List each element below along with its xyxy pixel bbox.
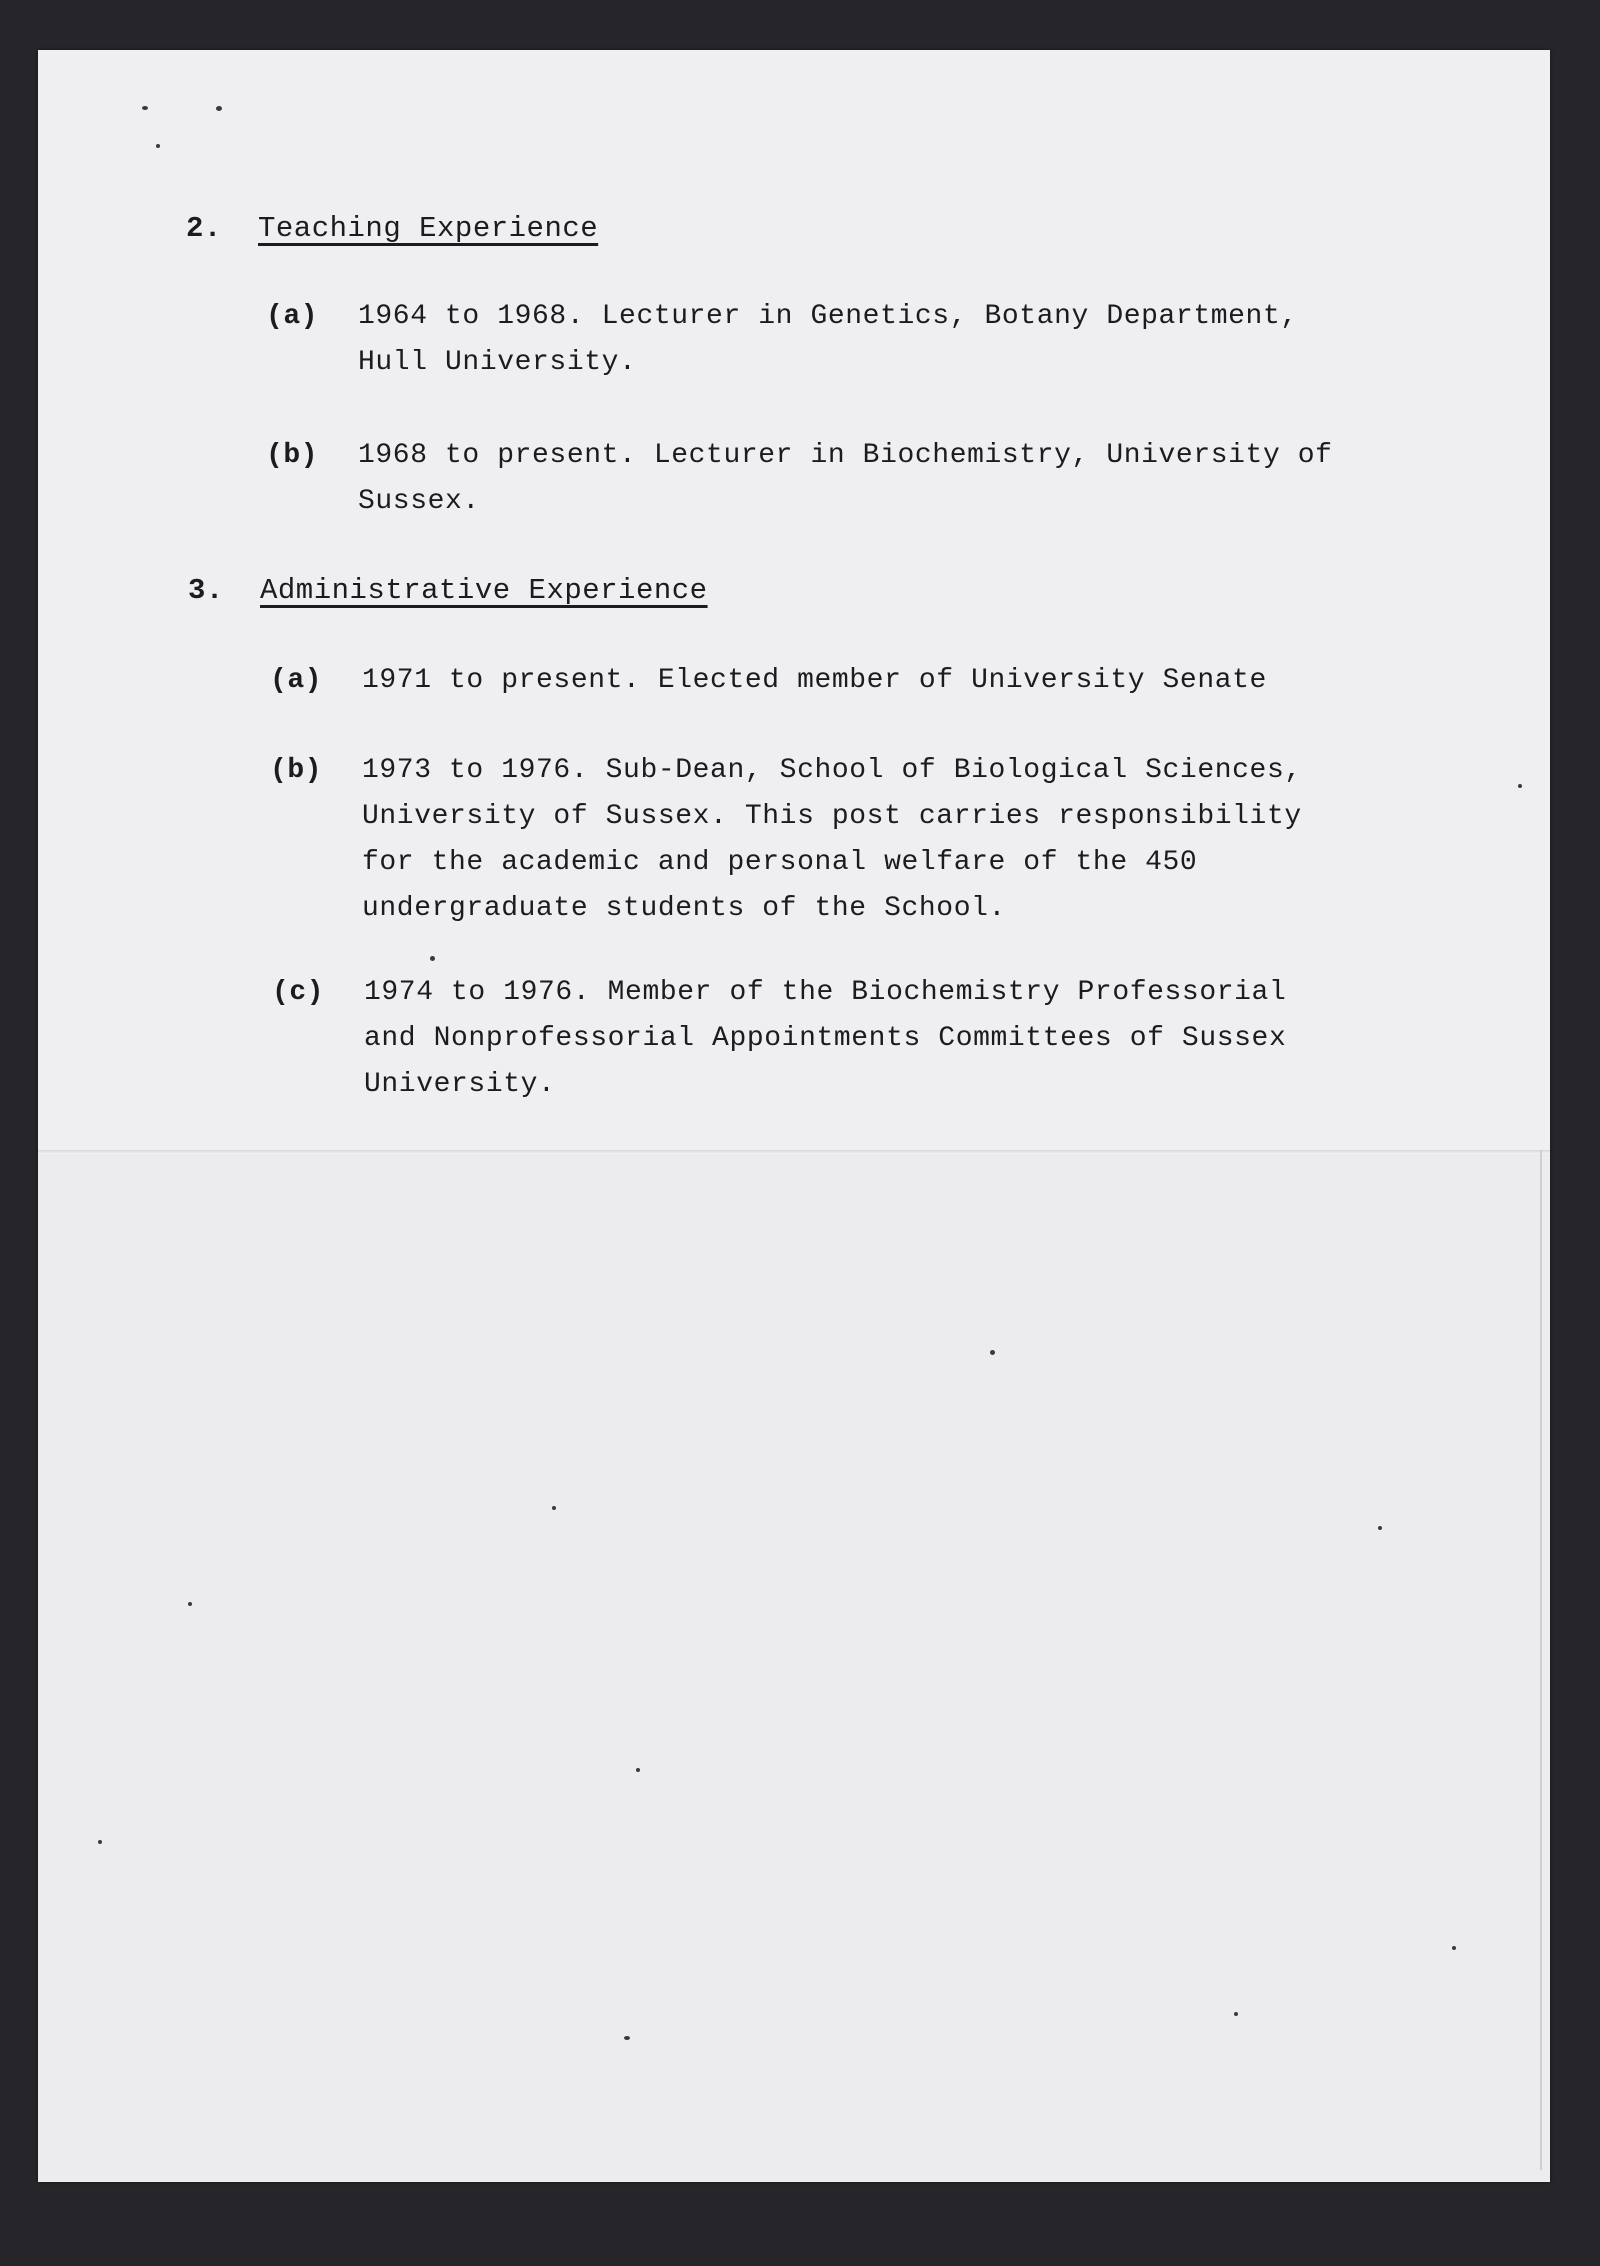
- item-line: University of Sussex. This post carries responsibility: [362, 801, 1302, 832]
- item-line: University.: [364, 1069, 556, 1100]
- section-heading-teaching: [186, 212, 598, 245]
- item-label: (c): [272, 977, 325, 1008]
- item-line: 1974 to 1976. Member of the Biochemistry Professorial: [364, 977, 1287, 1008]
- item-line: for the academic and personal welfare of the 450: [362, 847, 1198, 878]
- paper-speck: [990, 1350, 995, 1355]
- section-number: 3.: [188, 574, 224, 607]
- item-line: 1971 to present. Elected member of University Senate: [362, 665, 1267, 696]
- section-number: 2.: [186, 212, 222, 245]
- paper-speck: [552, 1506, 556, 1510]
- item-label: (a): [270, 665, 323, 696]
- paper-speck: [1518, 784, 1522, 788]
- item-text: [358, 433, 1333, 525]
- paper-speck: [624, 2036, 630, 2040]
- item-text: [362, 658, 1267, 704]
- paper-speck: [156, 144, 160, 148]
- item-line: and Nonprofessorial Appointments Committees of Sussex: [364, 1023, 1287, 1054]
- item-line: Sussex.: [358, 486, 480, 517]
- paper-speck: [1452, 1946, 1456, 1950]
- item-label: (a): [266, 301, 319, 332]
- paper-speck: [430, 956, 435, 961]
- item-line: 1968 to present. Lecturer in Biochemistry, University of: [358, 440, 1333, 471]
- item-line: 1973 to 1976. Sub-Dean, School of Biological Sciences,: [362, 755, 1302, 786]
- paper-fold-line: [38, 1150, 1550, 1154]
- item-line: undergraduate students of the School.: [362, 893, 1006, 924]
- item-text: [364, 970, 1286, 1108]
- document-page: [38, 50, 1550, 2182]
- paper-speck: [98, 1840, 102, 1844]
- item-text: [358, 294, 1298, 386]
- item-label: (b): [270, 755, 323, 786]
- paper-speck: [216, 106, 222, 111]
- section-title: Teaching Experience: [258, 212, 599, 245]
- section-title: Administrative Experience: [260, 574, 708, 607]
- item-line: Hull University.: [358, 347, 637, 378]
- paper-speck: [636, 1768, 640, 1772]
- section-heading-administrative: [188, 574, 708, 607]
- item-text: [362, 748, 1302, 932]
- paper-edge: [1540, 1150, 1542, 2170]
- item-line: 1964 to 1968. Lecturer in Genetics, Botany Department,: [358, 301, 1298, 332]
- paper-speck: [1378, 1526, 1382, 1530]
- paper-speck: [1234, 2012, 1238, 2016]
- paper-speck: [188, 1602, 192, 1606]
- item-label: (b): [266, 440, 319, 471]
- paper-speck: [142, 106, 148, 110]
